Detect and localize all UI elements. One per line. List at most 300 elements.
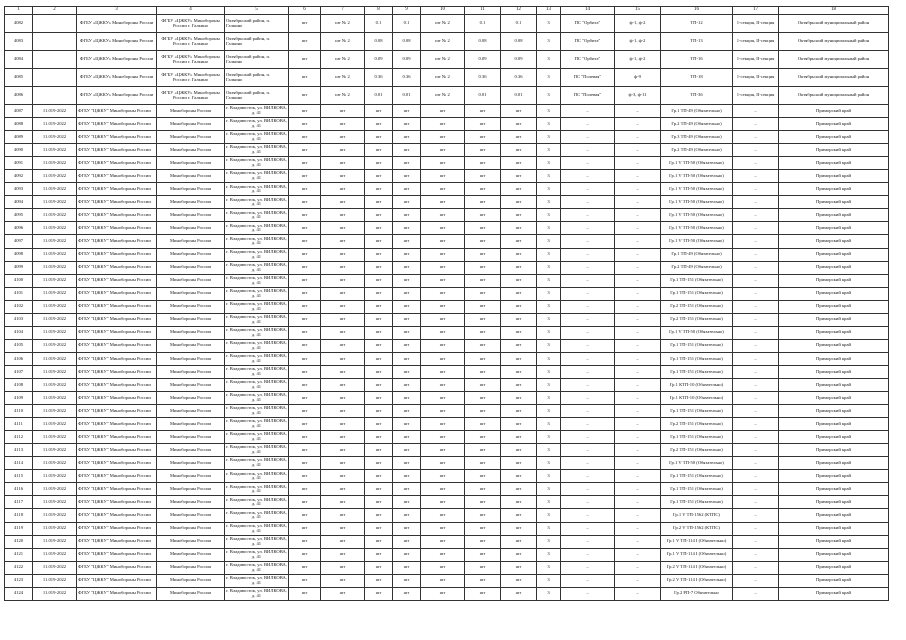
organization-cell: ФГБУ "ЦЖКУ" Минобороны России	[77, 457, 157, 470]
value-cell: шт	[289, 339, 321, 352]
section-cell: –	[733, 157, 779, 170]
transformer-cell: Гр.1 ТП-151 (Обязательно)	[661, 339, 733, 352]
category-cell: 3	[537, 51, 561, 69]
value-cell: шт	[501, 144, 537, 157]
value-cell: шт	[321, 131, 365, 144]
region-cell: Приморский край	[779, 144, 889, 157]
column-number-row	[5, 7, 889, 15]
table-row	[5, 457, 889, 470]
value-cell: шт	[393, 561, 421, 574]
value-cell: шт	[465, 105, 501, 118]
value-cell: шт	[465, 561, 501, 574]
address-cell: г. Владивосток, ул. ВИЛКОВА, д. 41	[225, 144, 289, 157]
region-cell: Приморский край	[779, 365, 889, 378]
owner-cell: Минобороны России	[157, 170, 225, 183]
value-cell: шт № 2	[321, 15, 365, 33]
value-cell: шт	[321, 339, 365, 352]
date-cell	[33, 51, 77, 69]
value-cell: шт	[421, 209, 465, 222]
owner-cell: Минобороны России	[157, 431, 225, 444]
row-number-cell: 4083	[5, 33, 33, 51]
table-row	[5, 535, 889, 548]
address-cell: г. Владивосток, ул. ВИЛКОВА, д. 41	[225, 431, 289, 444]
value-cell: шт	[421, 365, 465, 378]
column-number: 8	[365, 7, 393, 15]
row-number-cell: 4120	[5, 535, 33, 548]
date-cell: 11.019-2022	[33, 209, 77, 222]
address-cell: г. Владивосток, ул. ВИЛКОВА, д. 41	[225, 287, 289, 300]
value-cell: шт	[365, 365, 393, 378]
value-cell: шт	[393, 431, 421, 444]
section-cell: –	[733, 235, 779, 248]
section-cell: –	[733, 509, 779, 522]
value-cell: шт	[321, 431, 365, 444]
date-cell: 11.019-2022	[33, 131, 77, 144]
value-cell: 0.09	[393, 51, 421, 69]
section-cell: –	[733, 535, 779, 548]
value-cell: шт	[501, 339, 537, 352]
feeder-cell: –	[615, 470, 661, 483]
category-cell: 3	[537, 483, 561, 496]
region-cell: Приморский край	[779, 535, 889, 548]
section-cell: –	[733, 470, 779, 483]
value-cell: шт	[321, 418, 365, 431]
region-cell: Приморский край	[779, 496, 889, 509]
category-cell: 3	[537, 496, 561, 509]
section-cell: –	[733, 352, 779, 365]
value-cell: шт	[465, 548, 501, 561]
feeder-cell: –	[615, 170, 661, 183]
value-cell: шт	[393, 405, 421, 418]
region-cell: Приморский край	[779, 392, 889, 405]
value-cell: шт	[421, 222, 465, 235]
feeder-cell: ф-1, ф-2	[615, 15, 661, 33]
transformer-cell: Гр.1 ТП-151 (Обязательно)	[661, 405, 733, 418]
region-cell: Приморский край	[779, 274, 889, 287]
value-cell: шт	[289, 431, 321, 444]
value-cell: шт	[289, 470, 321, 483]
value-cell: 0.08	[393, 33, 421, 51]
table-row	[5, 418, 889, 431]
category-cell: 3	[537, 274, 561, 287]
section-cell: –	[733, 248, 779, 261]
organization-cell: ФГБУ "ЦЖКУ" Минобороны России	[77, 287, 157, 300]
value-cell: шт	[465, 405, 501, 418]
value-cell: шт	[501, 274, 537, 287]
table-row	[5, 274, 889, 287]
section-cell: –	[733, 183, 779, 196]
category-cell: 3	[537, 33, 561, 51]
owner-cell: Минобороны России	[157, 313, 225, 326]
feeder-cell: –	[615, 444, 661, 457]
category-cell: 3	[537, 326, 561, 339]
owner-cell: Минобороны России	[157, 105, 225, 118]
value-cell: шт	[321, 313, 365, 326]
date-cell: 11.019-2022	[33, 196, 77, 209]
row-number-cell: 4085	[5, 69, 33, 87]
address-cell: г. Владивосток, ул. ВИЛКОВА, д. 41	[225, 300, 289, 313]
feeder-cell: –	[615, 131, 661, 144]
feeder-cell: –	[615, 222, 661, 235]
value-cell: шт	[393, 235, 421, 248]
value-cell: 0.1	[465, 15, 501, 33]
date-cell: 11.019-2022	[33, 587, 77, 600]
table-row	[5, 235, 889, 248]
section-cell: 1-секция, II-секция	[733, 87, 779, 105]
date-cell: 11.019-2022	[33, 496, 77, 509]
value-cell: шт	[501, 548, 537, 561]
table-row	[5, 222, 889, 235]
row-number-cell: 4121	[5, 548, 33, 561]
value-cell: шт	[365, 287, 393, 300]
value-cell: шт	[393, 522, 421, 535]
row-number-cell: 4122	[5, 561, 33, 574]
feeder-cell: –	[615, 157, 661, 170]
date-cell: 11.019-2022	[33, 339, 77, 352]
region-cell: Приморский край	[779, 522, 889, 535]
value-cell: шт	[393, 118, 421, 131]
value-cell: шт	[365, 535, 393, 548]
transformer-cell: Гр.1 ТП-151 (Обязательно)	[661, 496, 733, 509]
value-cell: 0.01	[365, 87, 393, 105]
value-cell: шт	[321, 326, 365, 339]
date-cell: 11.019-2022	[33, 444, 77, 457]
address-cell: г. Владивосток, ул. ВИЛКОВА, д. 41	[225, 118, 289, 131]
value-cell: шт	[365, 522, 393, 535]
date-cell	[33, 87, 77, 105]
transformer-cell: Гр.1 ТП-49 (Обязательно)	[661, 105, 733, 118]
address-cell: г. Владивосток, ул. ВИЛКОВА, д. 41	[225, 183, 289, 196]
substation-cell: –	[561, 222, 615, 235]
region-cell: Приморский край	[779, 118, 889, 131]
value-cell: шт	[289, 118, 321, 131]
date-cell: 11.019-2022	[33, 535, 77, 548]
row-number-cell: 4113	[5, 444, 33, 457]
value-cell: 0.08	[465, 33, 501, 51]
column-number: 1	[5, 7, 33, 15]
row-number-cell: 4092	[5, 170, 33, 183]
feeder-cell: –	[615, 105, 661, 118]
column-number: 11	[465, 7, 501, 15]
substation-cell: ПС "Орбита"	[561, 15, 615, 33]
transformer-cell: Гр.1 ТП-151 (Обязательно)	[661, 365, 733, 378]
value-cell: шт	[393, 287, 421, 300]
value-cell: шт № 2	[321, 69, 365, 87]
value-cell: шт	[465, 457, 501, 470]
value-cell: шт	[501, 313, 537, 326]
value-cell: шт	[321, 235, 365, 248]
value-cell: шт	[321, 483, 365, 496]
value-cell: шт № 2	[421, 87, 465, 105]
organization-cell: ФГБУ «ЦЖКУ» Минобороны России	[77, 33, 157, 51]
region-cell: Приморский край	[779, 561, 889, 574]
table-row	[5, 326, 889, 339]
organization-cell: ФГБУ "ЦЖКУ" Минобороны России	[77, 535, 157, 548]
value-cell: шт	[393, 470, 421, 483]
value-cell: шт	[465, 196, 501, 209]
table-row	[5, 170, 889, 183]
value-cell: шт	[421, 352, 465, 365]
region-cell: Октябрьский муниципальный район	[779, 51, 889, 69]
value-cell: шт	[421, 131, 465, 144]
region-cell: Приморский край	[779, 131, 889, 144]
region-cell: Октябрьский муниципальный район	[779, 87, 889, 105]
row-number-cell: 4099	[5, 261, 33, 274]
value-cell: шт	[393, 222, 421, 235]
value-cell: шт	[421, 157, 465, 170]
row-number-cell: 4124	[5, 587, 33, 600]
value-cell: шт № 2	[321, 51, 365, 69]
value-cell: шт	[289, 157, 321, 170]
value-cell: шт	[501, 418, 537, 431]
value-cell: шт	[393, 248, 421, 261]
value-cell: шт	[365, 222, 393, 235]
row-number-cell: 4112	[5, 431, 33, 444]
date-cell: 11.019-2022	[33, 157, 77, 170]
address-cell: Октябрьский район, п. Галкино	[225, 33, 289, 51]
substation-cell: –	[561, 157, 615, 170]
value-cell: шт	[421, 431, 465, 444]
transformer-cell: ТП-36	[661, 87, 733, 105]
owner-cell: Минобороны России	[157, 378, 225, 391]
category-cell: 3	[537, 457, 561, 470]
value-cell: шт	[393, 392, 421, 405]
region-cell: Приморский край	[779, 431, 889, 444]
owner-cell: Минобороны России	[157, 418, 225, 431]
value-cell: шт	[365, 339, 393, 352]
table-row	[5, 69, 889, 87]
value-cell: шт	[465, 209, 501, 222]
date-cell: 11.019-2022	[33, 470, 77, 483]
date-cell: 11.019-2022	[33, 248, 77, 261]
transformer-cell: Гр.2 ТП-49 (Обязательно)	[661, 118, 733, 131]
value-cell: шт	[421, 522, 465, 535]
organization-cell: ФГБУ "ЦЖКУ" Минобороны России	[77, 144, 157, 157]
address-cell: г. Владивосток, ул. ВИЛКОВА, д. 41	[225, 352, 289, 365]
value-cell: шт	[421, 261, 465, 274]
value-cell: шт	[289, 457, 321, 470]
value-cell: шт	[393, 352, 421, 365]
substation-cell: –	[561, 418, 615, 431]
table-row	[5, 87, 889, 105]
address-cell: г. Владивосток, ул. ВИЛКОВА, д. 41	[225, 470, 289, 483]
region-cell: Октябрьский муниципальный район	[779, 33, 889, 51]
value-cell: шт № 2	[321, 87, 365, 105]
value-cell: шт	[365, 118, 393, 131]
value-cell: шт	[321, 365, 365, 378]
address-cell: г. Владивосток, ул. ВИЛКОВА, д. 41	[225, 405, 289, 418]
value-cell: шт	[501, 431, 537, 444]
value-cell: шт	[465, 418, 501, 431]
region-cell: Приморский край	[779, 157, 889, 170]
table-row	[5, 509, 889, 522]
transformer-cell: Гр.1 КТП-10 (Обязательно)	[661, 378, 733, 391]
owner-cell: Минобороны России	[157, 483, 225, 496]
table-row	[5, 261, 889, 274]
column-number: 12	[501, 7, 537, 15]
row-number-cell: 4110	[5, 405, 33, 418]
value-cell: шт	[421, 287, 465, 300]
value-cell: шт	[289, 392, 321, 405]
value-cell: шт № 2	[421, 69, 465, 87]
value-cell: шт	[465, 131, 501, 144]
substation-cell: –	[561, 105, 615, 118]
value-cell: шт	[501, 287, 537, 300]
section-cell: –	[733, 522, 779, 535]
substation-cell: –	[561, 209, 615, 222]
value-cell: шт	[393, 144, 421, 157]
feeder-cell: –	[615, 522, 661, 535]
value-cell: 0.08	[501, 33, 537, 51]
date-cell: 11.019-2022	[33, 105, 77, 118]
owner-cell: Минобороны России	[157, 183, 225, 196]
value-cell: 0.1	[393, 15, 421, 33]
substation-cell: –	[561, 405, 615, 418]
category-cell: 3	[537, 170, 561, 183]
organization-cell: ФГБУ "ЦЖКУ" Минобороны России	[77, 431, 157, 444]
region-cell: Приморский край	[779, 405, 889, 418]
organization-cell: ФГБУ "ЦЖКУ" Минобороны России	[77, 509, 157, 522]
transformer-cell: Гр.1 V ТП-50 (Обязательно)	[661, 326, 733, 339]
value-cell: шт	[321, 509, 365, 522]
organization-cell: ФГБУ "ЦЖКУ" Минобороны России	[77, 196, 157, 209]
row-number-cell: 4118	[5, 509, 33, 522]
value-cell: шт	[465, 339, 501, 352]
category-cell: 3	[537, 118, 561, 131]
section-cell: –	[733, 274, 779, 287]
section-cell: –	[733, 196, 779, 209]
category-cell: 3	[537, 574, 561, 587]
feeder-cell: –	[615, 326, 661, 339]
table-row	[5, 209, 889, 222]
value-cell: шт	[289, 378, 321, 391]
address-cell: г. Владивосток, ул. ВИЛКОВА, д. 41	[225, 535, 289, 548]
owner-cell: Минобороны России	[157, 352, 225, 365]
row-number-cell: 4088	[5, 118, 33, 131]
owner-cell: Минобороны России	[157, 548, 225, 561]
date-cell: 11.019-2022	[33, 222, 77, 235]
register-table	[4, 6, 888, 601]
owner-cell: Минобороны России	[157, 444, 225, 457]
feeder-cell: –	[615, 496, 661, 509]
substation-cell: ПС "Полевая"	[561, 87, 615, 105]
organization-cell: ФГБУ "ЦЖКУ" Минобороны России	[77, 365, 157, 378]
section-cell: –	[733, 261, 779, 274]
substation-cell: –	[561, 196, 615, 209]
unit-cell: шт	[289, 69, 321, 87]
value-cell: шт	[421, 170, 465, 183]
owner-cell: ФГБУ «ЦЖКУ» Минобороны России г. Галкино	[157, 51, 225, 69]
value-cell: шт	[465, 509, 501, 522]
address-cell: г. Владивосток, ул. ВИЛКОВА, д. 41	[225, 235, 289, 248]
date-cell: 11.019-2022	[33, 418, 77, 431]
value-cell: шт	[321, 535, 365, 548]
value-cell: шт	[501, 222, 537, 235]
value-cell: шт	[393, 326, 421, 339]
region-cell: Приморский край	[779, 209, 889, 222]
value-cell: шт	[465, 235, 501, 248]
value-cell: 0.36	[465, 69, 501, 87]
value-cell: шт	[289, 496, 321, 509]
date-cell: 11.019-2022	[33, 457, 77, 470]
date-cell: 11.019-2022	[33, 431, 77, 444]
value-cell: шт	[465, 483, 501, 496]
substation-cell: –	[561, 274, 615, 287]
feeder-cell: –	[615, 352, 661, 365]
value-cell: шт	[289, 170, 321, 183]
feeder-cell: –	[615, 431, 661, 444]
value-cell: шт	[289, 209, 321, 222]
transformer-cell: Гр.1 ТП-151 (Обязательно)	[661, 431, 733, 444]
section-cell: –	[733, 131, 779, 144]
value-cell: шт	[421, 118, 465, 131]
organization-cell: ФГБУ "ЦЖКУ" Минобороны России	[77, 470, 157, 483]
value-cell: шт	[289, 418, 321, 431]
value-cell: шт	[501, 496, 537, 509]
date-cell: 11.019-2022	[33, 522, 77, 535]
table-row	[5, 496, 889, 509]
date-cell: 11.019-2022	[33, 392, 77, 405]
substation-cell: ПС "Орбита"	[561, 51, 615, 69]
row-number-cell: 4116	[5, 483, 33, 496]
value-cell: шт	[465, 313, 501, 326]
value-cell: шт	[501, 352, 537, 365]
value-cell: шт	[421, 457, 465, 470]
section-cell: –	[733, 574, 779, 587]
region-cell: Приморский край	[779, 548, 889, 561]
owner-cell: Минобороны России	[157, 235, 225, 248]
value-cell: шт № 2	[421, 33, 465, 51]
value-cell: шт	[365, 131, 393, 144]
value-cell: шт	[465, 522, 501, 535]
region-cell: Приморский край	[779, 183, 889, 196]
value-cell: шт	[421, 378, 465, 391]
table-row	[5, 51, 889, 69]
row-number-cell: 4096	[5, 222, 33, 235]
transformer-cell: Гр.2 ТП-151 (Обязательно)	[661, 300, 733, 313]
owner-cell: Минобороны России	[157, 131, 225, 144]
section-cell: –	[733, 209, 779, 222]
feeder-cell: –	[615, 339, 661, 352]
organization-cell: ФГБУ «ЦЖКУ» Минобороны России	[77, 87, 157, 105]
value-cell: шт	[421, 405, 465, 418]
value-cell: шт	[421, 470, 465, 483]
address-cell: г. Владивосток, ул. ВИЛКОВА, д. 41	[225, 261, 289, 274]
feeder-cell: –	[615, 548, 661, 561]
owner-cell: Минобороны России	[157, 157, 225, 170]
table-row	[5, 196, 889, 209]
feeder-cell: –	[615, 300, 661, 313]
feeder-cell: –	[615, 574, 661, 587]
address-cell: г. Владивосток, ул. ВИЛКОВА, д. 41	[225, 418, 289, 431]
organization-cell: ФГБУ "ЦЖКУ" Минобороны России	[77, 222, 157, 235]
feeder-cell: –	[615, 274, 661, 287]
section-cell: –	[733, 587, 779, 600]
date-cell: 11.019-2022	[33, 365, 77, 378]
feeder-cell: –	[615, 392, 661, 405]
organization-cell: ФГБУ «ЦЖКУ» Минобороны России	[77, 15, 157, 33]
substation-cell: –	[561, 326, 615, 339]
unit-cell: шт	[289, 87, 321, 105]
section-cell: 1-секция, II-секция	[733, 51, 779, 69]
substation-cell: –	[561, 287, 615, 300]
row-number-cell: 4115	[5, 470, 33, 483]
category-cell: 3	[537, 365, 561, 378]
value-cell: шт	[393, 170, 421, 183]
value-cell: шт	[289, 313, 321, 326]
value-cell: шт	[393, 535, 421, 548]
value-cell: шт	[421, 509, 465, 522]
